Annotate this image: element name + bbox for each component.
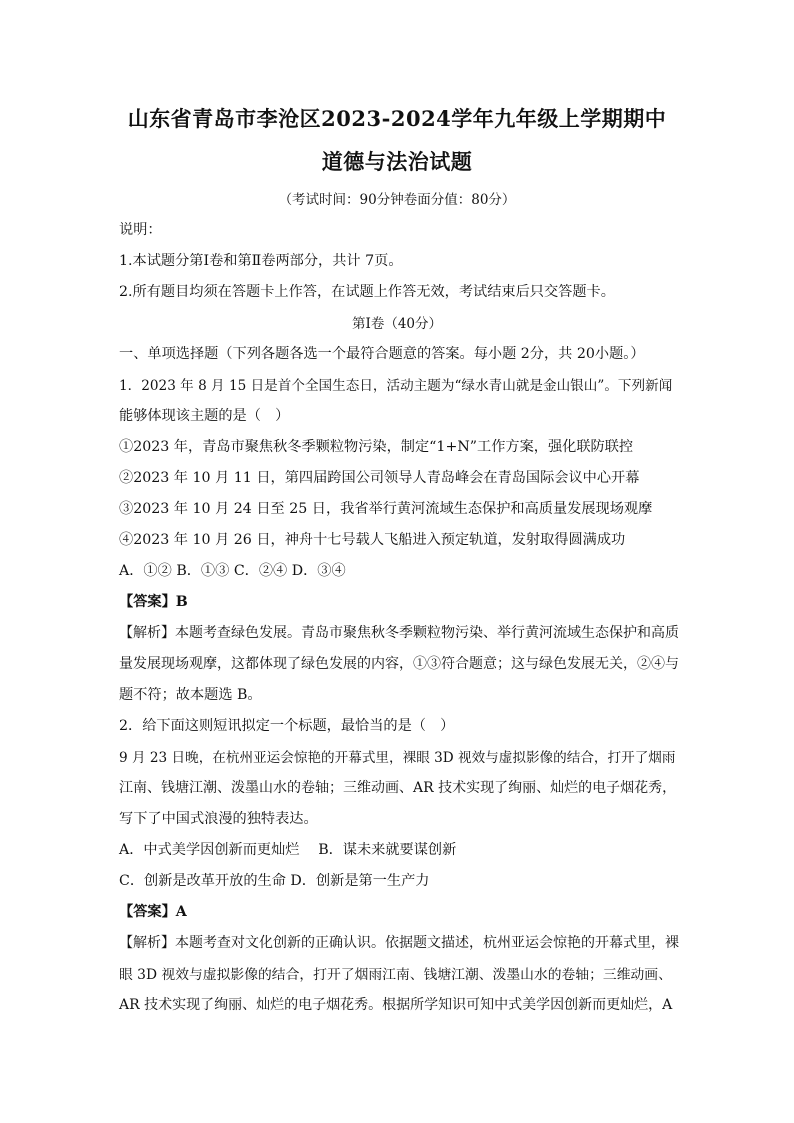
question-item: ①2023 年，青岛市聚焦秋冬季颗粒物污染，制定“1+N”工作方案，强化联防联控 xyxy=(119,439,634,455)
doc-subtitle: 道德与法治试题 xyxy=(321,149,473,174)
question-item: ②2023 年 10 月 11 日，第四届跨国公司领导人青岛峰会在青岛国际会议中心开幕 xyxy=(119,470,640,486)
analysis-line: 题不符；故本题选 B。 xyxy=(119,687,262,703)
intro-label: 说明： xyxy=(119,222,162,238)
question-stem: 能够体现该主题的是（ ） xyxy=(119,408,290,424)
doc-title: 山东省青岛市李沧区2023-2024学年九年级上学期期中 xyxy=(127,106,667,131)
question-stem: 2．给下面这则短讯拟定一个标题，最恰当的是（ ） xyxy=(119,718,455,734)
intro-item: 2.所有题目均须在答题卡上作答，在试题上作答无效，考试结束后只交答题卡。 xyxy=(119,284,615,300)
section-title: 第Ⅰ卷（40分） xyxy=(351,316,442,332)
passage-line: 江南、钱塘江潮、泼墨山水的卷轴；三维动画、AR 技术实现了绚丽、灿烂的电子烟花秀， xyxy=(119,780,677,796)
analysis-line: 【解析】本题考查绿色发展。青岛市聚焦秋冬季颗粒物污染、举行黄河流域生态保护和高质 xyxy=(119,625,679,641)
question-stem: 1．2023 年 8 月 15 日是首个全国生态日，活动主题为“绿水青山就是金山银山”。下列新闻 xyxy=(119,378,673,394)
answer: 【答案】B xyxy=(119,594,188,610)
question-options: A．中式美学因创新而更灿烂 B．谋未来就要谋创新 xyxy=(119,842,457,858)
question-options: C．创新是改革开放的生命 D．创新是第一生产力 xyxy=(119,873,430,889)
exam-info: （考试时间：90分钟卷面分值：80分） xyxy=(278,192,516,208)
analysis-line: 量发展现场观摩，这都体现了绿色发展的内容，①③符合题意；这与绿色发展无关，②④与 xyxy=(119,656,679,672)
question-item: ③2023 年 10 月 24 日至 25 日，我省举行黄河流域生态保护和高质量发展现场观摩 xyxy=(119,501,653,517)
analysis-line: AR 技术实现了绚丽、灿烂的电子烟花秀。根据所学知识可知中式美学因创新而更灿烂，A xyxy=(119,997,673,1013)
passage-line: 写下了中国式浪漫的独特表达。 xyxy=(119,811,318,827)
analysis-line: 【解析】本题考查对文化创新的正确认识。依据题文描述，杭州亚运会惊艳的开幕式里，裸 xyxy=(119,935,679,951)
question-options: A．①② B．①③ C．②④ D．③④ xyxy=(119,563,346,579)
analysis-line: 眼 3D 视效与虚拟影像的结合，打开了烟雨江南、钱塘江潮、泼墨山水的卷轴；三维动画、 xyxy=(119,967,672,983)
question-item: ④2023 年 10 月 26 日，神舟十七号载人飞船进入预定轨道，发射取得圆满成功 xyxy=(119,532,626,548)
answer: 【答案】A xyxy=(119,904,187,920)
passage-line: 9 月 23 日晚，在杭州亚运会惊艳的开幕式里，裸眼 3D 视效与虚拟影像的结合，打开了烟雨 xyxy=(119,750,676,766)
intro-item: 1.本试题分第Ⅰ卷和第Ⅱ卷两部分，共计 7页。 xyxy=(119,253,403,269)
section-desc: 一、单项选择题（下列各题各选一个最符合题意的答案。每小题 2分，共 20小题。） xyxy=(119,346,645,362)
